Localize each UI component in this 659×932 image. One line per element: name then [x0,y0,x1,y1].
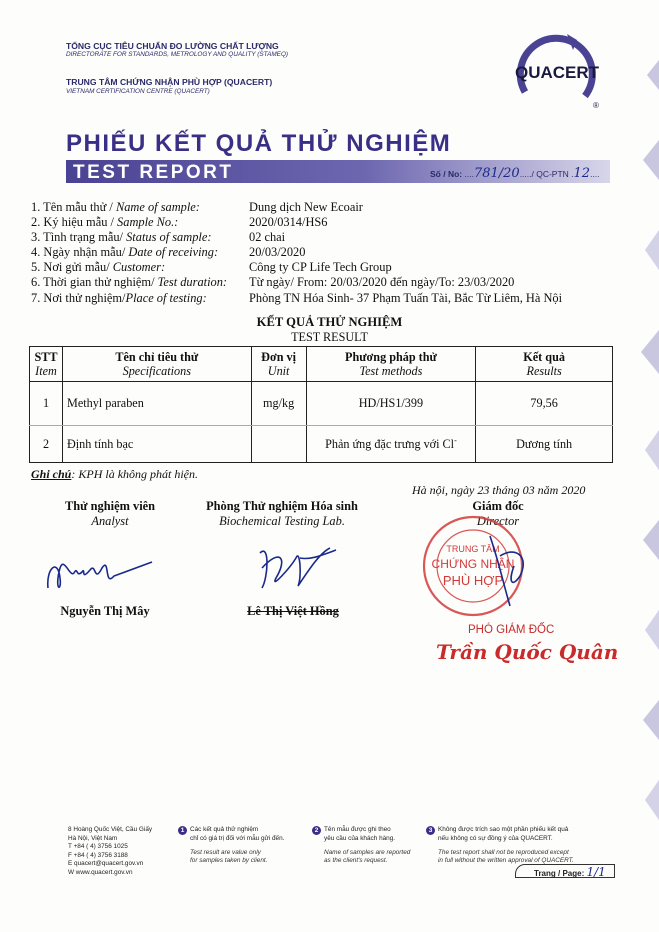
centre-name-en: VIETNAM CERTIFICATION CENTRE (QUACERT) [66,88,210,95]
cell-unit [251,426,306,463]
centre-name-vn: TRUNG TÂM CHỨNG NHẬN PHÙ HỢP (QUACERT) [66,77,273,87]
header-spec: Tên chỉ tiêu thử Specifications [62,347,251,382]
note-bullet-1-icon: 1 [178,826,187,835]
note-bullet-3-icon: 3 [426,826,435,835]
cell-method: Phản ứng đặc trưng với Cl- [306,426,476,463]
info-label-6: 6. Thời gian thử nghiệm/ Test duration: [31,275,228,289]
lab-title-en: Biochemical Testing Lab. [219,514,345,528]
analyst-title-en: Analyst [91,514,129,528]
header-method: Phương pháp thử Test methods [306,347,476,382]
report-title-vn: PHIẾU KẾT QUẢ THỬ NGHIỆM [66,130,452,157]
header-result: Kết quả Results [476,347,613,382]
results-heading-en: TEST RESULT [291,330,368,344]
header-stt: STT Item [30,347,63,382]
deputy-director-name: Trần Quốc Quân [436,640,619,664]
cell-stt: 2 [30,426,63,463]
page-value: 1/1 [586,865,606,879]
analyst-name: Nguyễn Thị Mây [60,604,150,618]
header-unit: Đơn vị Unit [251,347,306,382]
info-label-5: 5. Nơi gửi mẫu/ Customer: [31,260,166,274]
info-label-7: 7. Nơi thử nghiệm/Place of testing: [31,291,207,305]
director-signature [460,526,550,616]
stamp-line-3: PHÙ HỢP [442,573,504,588]
cell-method: HD/HS1/399 [306,382,476,426]
footer-note-3: 3 Không được trích sao một phần phiếu kết quả nếu không có sự đồng ý của QUACERT. The test report shall not be reproduced except in full without the written approval of QUACERT. [426,826,574,866]
cell-spec: Methyl paraben [62,382,251,426]
info-label-2: 2. Ký hiệu mẫu / Sample No.: [31,215,179,229]
report-number-label: Số / No: [430,169,463,179]
sign-date: Hà nội, ngày 23 tháng 03 năm 2020 [412,483,586,497]
note: Ghi chú: KPH là không phát hiện. [31,467,199,481]
edge-decoration [623,0,659,932]
note-bullet-2-icon: 2 [312,826,321,835]
report-number-suffix: / QC-PTN . [531,169,574,179]
info-label-3: 3. Tình trạng mẫu/ Status of sample: [31,230,212,244]
cell-unit: mg/kg [251,382,306,426]
stamp-line-1: TRUNG TÂM [446,544,500,554]
info-value-5: Công ty CP Life Tech Group [249,260,392,274]
cell-result: 79,56 [476,382,613,426]
info-value-3: 02 chai [249,230,286,244]
results-heading-vn: KẾT QUẢ THỬ NGHIỆM [256,315,403,329]
director-title-en: Director [476,514,520,528]
footer-address: 8 Hoàng Quốc Việt, Cầu Giấy Hà Nội, Việt Nam T +84 ( 4) 3756 1025 F +84 ( 4) 3756 3188 E quacert@quacert.gov.vn W www.quacert.gov.vn [68,826,153,876]
report-number: Số / No: ....781/20...../ QC-PTN .12.... [430,166,600,181]
director-title-vn: Giám đốc [472,499,524,513]
footer-note-2: 2 Tên mẫu được ghi theo yêu cầu của khách hàng. Name of samples are reported as the client's request. [312,826,410,866]
cell-result: Dương tính [476,426,613,463]
results-table [29,346,613,463]
info-value-1: Dung dịch New Ecoair [249,200,363,214]
footer-note-1: 1 Các kết quả thử nghiệm chỉ có giá trị đối với mẫu gửi đến. Test result are value only for samples taken by client. [178,826,284,866]
info-value-2: 2020/0314/HS6 [249,215,328,229]
info-value-4: 20/03/2020 [249,245,306,259]
analyst-signature [40,548,160,598]
analyst-title-vn: Thử nghiệm viên [64,499,156,513]
org-name-en: DIRECTORATE FOR STANDARDS, METROLOGY AND QUALITY (STAMEQ) [66,51,289,58]
table-row [30,426,613,463]
stamp-line-2: CHỨNG NHẬN [431,557,515,571]
table-row [30,382,613,426]
quacert-logo [507,30,607,112]
deputy-director-title: PHÓ GIÁM ĐỐC [468,624,555,636]
report-number-suffix-value: 12 [573,166,591,181]
page-indicator: Trang / Page: 1/1 [515,864,615,878]
lab-title-vn: Phòng Thử nghiệm Hóa sinh [206,499,358,513]
report-title-en: TEST REPORT [73,162,234,183]
info-value-7: Phòng TN Hóa Sinh- 37 Phạm Tuấn Tài, Bắc Từ Liêm, Hà Nội [249,291,563,305]
svg-text:®: ® [593,101,599,110]
lab-signature [240,538,350,598]
info-label-1: 1. Tên mẫu thử / Name of sample: [31,200,200,214]
logo-text: QUACERT [514,63,600,82]
table-header-row [30,347,613,382]
cell-spec: Định tính bạc [62,426,251,463]
lab-head-name: Lê Thị Việt Hồng [247,604,339,618]
cell-stt: 1 [30,382,63,426]
org-name-vn: TỔNG CỤC TIÊU CHUẨN ĐO LƯỜNG CHẤT LƯỢNG [66,41,279,51]
report-number-value: 781/20 [473,166,520,181]
info-value-6: Từ ngày/ From: 20/03/2020 đến ngày/To: 23/03/2020 [249,275,515,289]
info-label-4: 4. Ngày nhận mẫu/ Date of receiving: [31,245,219,259]
